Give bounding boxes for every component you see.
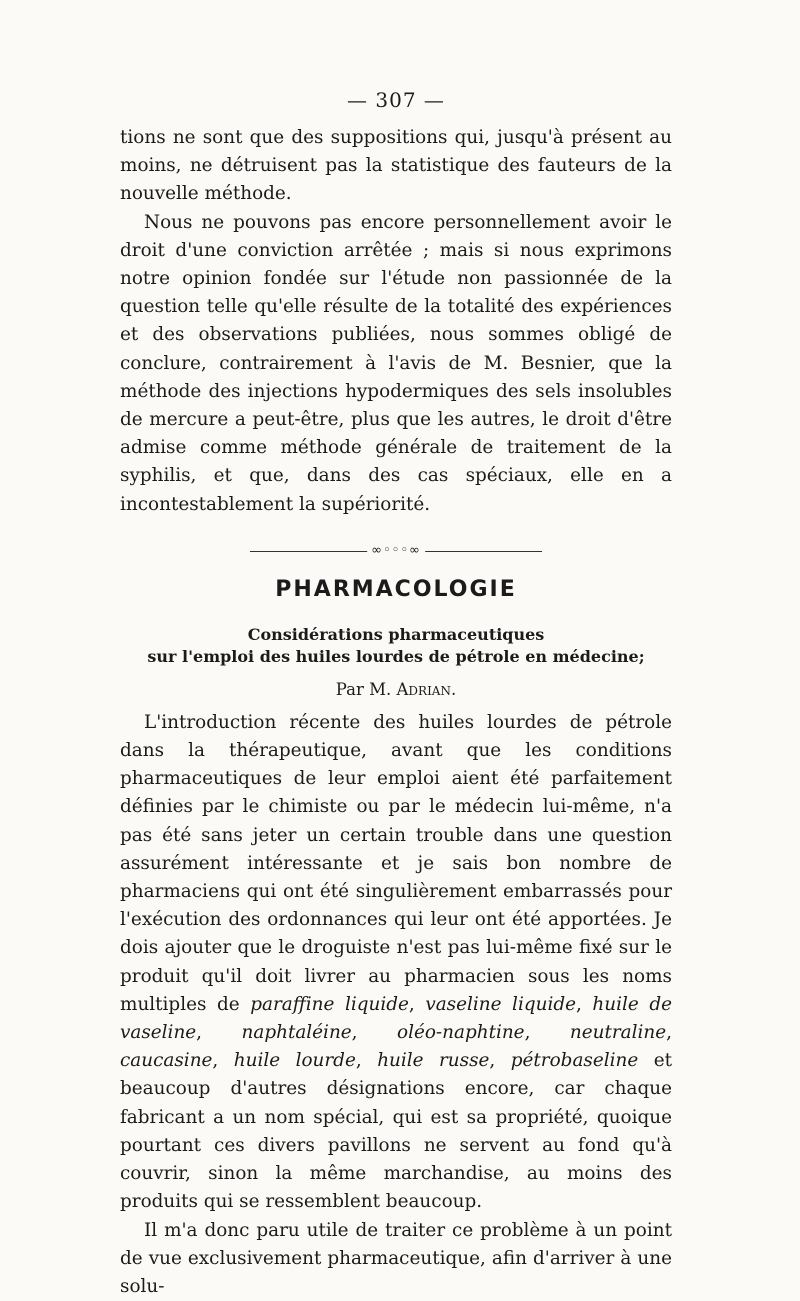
page-number: — 307 —: [120, 88, 672, 112]
term: paraffine liquide: [250, 994, 409, 1015]
separator: ,: [489, 1050, 510, 1071]
page: [120, 88, 672, 1301]
term: vaseline liquide: [425, 994, 576, 1015]
term: naphtaléine: [242, 1022, 352, 1043]
article-title-line-1: Considérations pharmaceutiques: [120, 624, 672, 646]
body-text: et beaucoup d'autres désignations encore, car chaque fabricant a un nom spécial, qui est sa propriété, quoique pourtant ces divers pavillons ne servent au fond qu'à couvrir, sinon la même marchandise, au moins des produits qui se ressemblent beaucoup.: [120, 1050, 672, 1212]
term: caucasine: [120, 1050, 212, 1071]
intro-paragraph-1: tions ne sont que des suppositions qui, jusqu'à présent au moins, ne détruisent pas la statistique des fauteurs de la nouvelle méthode.: [120, 124, 672, 209]
divider-ornament: ∞◦◦◦∞: [367, 543, 425, 558]
section-heading: PHARMACOLOGIE: [120, 577, 672, 602]
separator: ,: [356, 1050, 377, 1071]
separator: ,: [666, 1022, 672, 1043]
byline-prefix: Par M.: [336, 680, 391, 699]
separator: ,: [409, 994, 425, 1015]
term: neutraline: [570, 1022, 666, 1043]
term: huile de vaseline: [120, 994, 672, 1043]
separator: ,: [576, 994, 592, 1015]
intro-paragraph-2: Nous ne pouvons pas encore personnellement avoir le droit d'une conviction arrêtée ; mais si nous exprimons notre opinion fondée sur l'étude non passionnée de la question telle qu'elle résulte de la totalité des expériences et des observations publiées, nous sommes obligé de conclure, contrairement à l'avis de M. Besnier, que la méthode des injections hypodermiques des sels insolubles de mercure a peut-être, plus que les autres, le droit d'être admise comme méthode générale de traitement de la syphilis, et que, dans des cas spéciaux, elle en a incontestablement la supériorité.: [120, 209, 672, 519]
separator: ,: [196, 1022, 241, 1043]
body-text: L'introduction récente des huiles lourdes de pétrole dans la thérapeutique, avant que les conditions pharmaceutiques de leur emploi aient été parfaitement définies par le chimiste ou par le médecin lui-même, n'a pas été sans jeter un certain trouble dans une question assurément intéressante et je sais bon nombre de pharmaciens qui ont été singulièrement embarrassés pour l'exécution des ordonnances qui leur ont été apportées. Je dois ajouter que le droguiste n'est pas lui-même fixé sur le produit qu'il doit livrer au pharmacien sous les noms multiples de: [120, 712, 672, 1015]
body-paragraph-1: [120, 709, 672, 1217]
separator: ,: [352, 1022, 397, 1043]
term: oléo-naphtine: [397, 1022, 525, 1043]
term: pétrobaseline: [511, 1050, 638, 1071]
term: huile lourde: [234, 1050, 356, 1071]
section-divider: [250, 547, 542, 557]
byline: [120, 680, 672, 699]
term: huile russe: [377, 1050, 489, 1071]
body-paragraph-2: Il m'a donc paru utile de traiter ce problème à un point de vue exclusivement pharmaceutique, afin d'arriver à une solu-: [120, 1217, 672, 1301]
byline-author: Adrian.: [397, 680, 457, 699]
separator: ,: [525, 1022, 570, 1043]
article-title-line-2: sur l'emploi des huiles lourdes de pétrole en médecine;: [120, 646, 672, 668]
separator: ,: [212, 1050, 233, 1071]
